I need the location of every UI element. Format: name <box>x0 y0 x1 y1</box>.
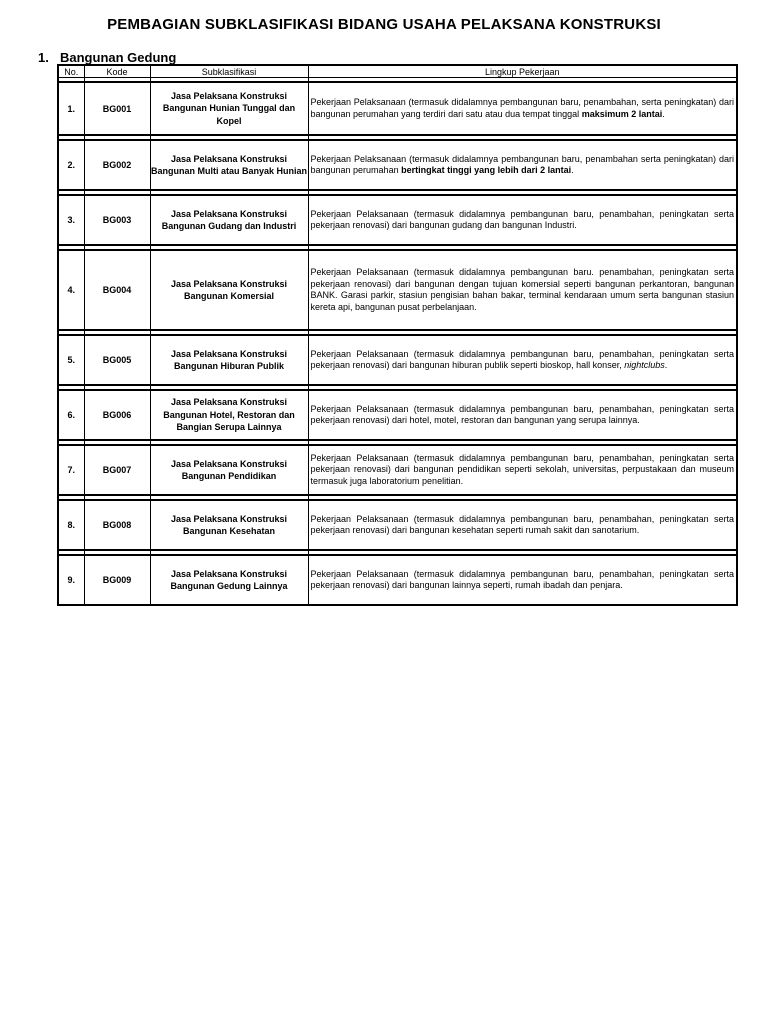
scope-end: . <box>662 108 665 119</box>
row-number: 1. <box>58 82 84 135</box>
scope-text: Pekerjaan Pelaksanaan (termasuk didalamnya pembangunan baru, penambahan, peningkatan serta pekerjaan renovasi) dari bangunan kesehatan seperti rumah sakit dan sanotarium. <box>310 513 734 535</box>
row-subclassification: Jasa Pelaksana Konstruksi Bangunan Hunian Tunggal dan Kopel <box>150 82 308 135</box>
table-row <box>58 445 737 495</box>
table-row <box>58 335 737 385</box>
scope-emphasis: maksimum 2 lantai <box>581 108 663 119</box>
row-code: BG003 <box>84 195 150 245</box>
row-code: BG007 <box>84 445 150 495</box>
section-number: 1. <box>38 50 49 65</box>
row-subclassification: Jasa Pelaksana Konstruksi Bangunan Hotel, Restoran dan Bangian Serupa Lainnya <box>150 390 308 440</box>
row-scope-of-work <box>308 140 737 190</box>
table-header-row <box>58 65 737 78</box>
scope-text: Pekerjaan Pelaksanaan (termasuk didalamnya pembangunan baru, penambahan, peningkatan serta pekerjaan renovasi) dari bangunan hiburan publik seperti bioskop, hall konser, <box>310 348 734 370</box>
row-scope-of-work <box>308 335 737 385</box>
table-row <box>58 140 737 190</box>
row-code: BG002 <box>84 140 150 190</box>
row-subclassification: Jasa Pelaksana Konstruksi Bangunan Pendidikan <box>150 445 308 495</box>
table-row <box>58 250 737 330</box>
row-number: 8. <box>58 500 84 550</box>
row-number: 5. <box>58 335 84 385</box>
section-heading <box>38 50 176 65</box>
table-body <box>58 78 737 606</box>
row-subclassification: Jasa Pelaksana Konstruksi Bangunan Kesehatan <box>150 500 308 550</box>
scope-text: Pekerjaan Pelaksanaan (termasuk didalamnya pembangunan baru, penambahan, peningkatan serta pekerjaan renovasi) dari bangunan pendidikan seperti sekolah, universitas, perpustakaan dan museum termasuk juga laboratorium penelitian. <box>310 452 734 486</box>
scope-text: Pekerjaan Pelaksanaan (termasuk didalamnya pembangunan baru, penambahan, peningkatan serta pekerjaan renovasi) dari bangunan lainnya seperti, rumah ibadah dan penjara. <box>310 568 734 590</box>
table-row <box>58 195 737 245</box>
row-scope-of-work <box>308 82 737 135</box>
row-scope-of-work <box>308 500 737 550</box>
row-scope-of-work <box>308 555 737 605</box>
table-row <box>58 500 737 550</box>
scope-end: . <box>571 165 574 175</box>
row-scope-of-work <box>308 195 737 245</box>
scope-emphasis: bertingkat tinggi yang lebih dari 2 lantai <box>401 165 572 175</box>
row-subclassification: Jasa Pelaksana Konstruksi Bangunan Multi atau Banyak Hunian <box>150 140 308 190</box>
row-scope-of-work <box>308 445 737 495</box>
row-scope-of-work <box>308 390 737 440</box>
scope-text: Pekerjaan Pelaksanaan (termasuk didalamnya pembangunan baru, penambahan serta peningkatan) dari bangunan perumahan <box>310 153 734 175</box>
row-subclassification: Jasa Pelaksana Konstruksi Bangunan Gudang dan Industri <box>150 195 308 245</box>
scope-text: Pekerjaan Pelaksanaan (termasuk didalamnya pembangunan baru, penambahan, peningkatan serta pekerjaan renovasi) dari hotel, motel, restoran dan bangunan yang serupa lainnya. <box>310 403 734 425</box>
section-title: Bangunan Gedung <box>60 50 177 65</box>
scope-text: Pekerjaan Pelaksanaan (termasuk didalamnya pembangunan baru, penambahan, serta peningkatan) dari bangunan perumahan yang terdiri dari satu atau dua tempat tinggal <box>310 97 734 119</box>
table-row <box>58 555 737 605</box>
row-number: 3. <box>58 195 84 245</box>
row-code: BG005 <box>84 335 150 385</box>
table-row <box>58 82 737 135</box>
header-subklasifikasi: Subklasifikasi <box>150 65 308 78</box>
row-code: BG004 <box>84 250 150 330</box>
row-code: BG008 <box>84 500 150 550</box>
scope-end: . <box>664 360 668 370</box>
row-number: 6. <box>58 390 84 440</box>
row-scope-of-work <box>308 250 737 330</box>
scope-text: Pekerjaan Pelaksanaan (termasuk didalamnya pembangunan baru. penambahan, peningkatan serta pekerjaan renovasi) dari bangunan dengan tujuan komersial seperti bangunan perkantoran, bangunan BANK. Garasi parkir, stasiun pengisian bahan bakar, terminal kendaraan umum serta bangunan stasiun kereta api, bangunan pusat perbelanjaan. <box>310 267 734 312</box>
row-code: BG006 <box>84 390 150 440</box>
row-code: BG009 <box>84 555 150 605</box>
row-number: 9. <box>58 555 84 605</box>
row-number: 4. <box>58 250 84 330</box>
row-number: 7. <box>58 445 84 495</box>
row-subclassification: Jasa Pelaksana Konstruksi Bangunan Hiburan Publik <box>150 335 308 385</box>
row-code: BG001 <box>84 82 150 135</box>
scope-text: Pekerjaan Pelaksanaan (termasuk didalamnya pembangunan baru, penambahan, peningkatan serta pekerjaan renovasi) dari bangunan gudang dan bangunan Industri. <box>310 208 734 230</box>
document-title: PEMBAGIAN SUBKLASIFIKASI BIDANG USAHA PELAKSANA KONSTRUKSI <box>107 16 661 33</box>
row-subclassification: Jasa Pelaksana Konstruksi Bangunan Komersial <box>150 250 308 330</box>
table-row <box>58 390 737 440</box>
header-lingkup-pekerjaan: Lingkup Pekerjaan <box>308 65 737 78</box>
row-subclassification: Jasa Pelaksana Konstruksi Bangunan Gedung Lainnya <box>150 555 308 605</box>
row-number: 2. <box>58 140 84 190</box>
scope-italic: nightclubs <box>624 360 665 370</box>
subclassification-table <box>57 64 738 606</box>
header-kode: Kode <box>84 65 150 78</box>
header-no: No. <box>58 65 84 78</box>
